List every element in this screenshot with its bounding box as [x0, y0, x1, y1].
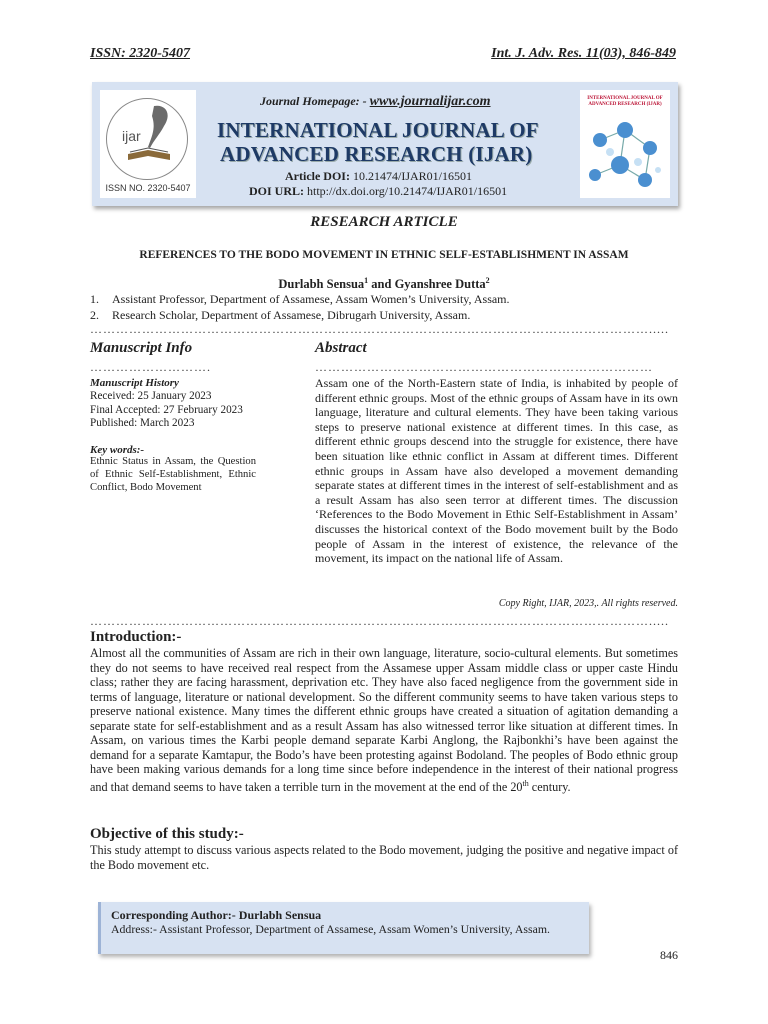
corresponding-author-label: Corresponding Author:- Durlabh Sensua [111, 908, 322, 922]
journal-title-2: ADVANCED RESEARCH (IJAR) [220, 142, 533, 166]
article-doi [285, 169, 472, 184]
cover-title-2: ADVANCED RESEARCH (IJAR) [588, 102, 662, 107]
author-1: Durlabh Sensua [278, 277, 365, 292]
molecule-icon [580, 110, 670, 196]
logo-text: ijar [122, 128, 141, 144]
abstract-heading: Abstract [315, 340, 367, 356]
address-label: Address [111, 922, 150, 936]
doi-url-value[interactable]: http://dx.doi.org/10.21474/IJAR01/16501 [304, 184, 508, 198]
journal-cover [580, 90, 670, 198]
affiliation-1-num: 1. [90, 292, 99, 306]
authors-and: and [368, 277, 395, 292]
affiliation-2-num: 2. [90, 308, 99, 322]
objective-text: This study attempt to discuss various aspects related to the Bodo movement, judging the positive and negative impact of the Bodo movement etc. [90, 843, 678, 872]
published-date: Published: March 2023 [90, 417, 195, 429]
author-2-sup: 2 [485, 276, 490, 285]
address-text: :- Assistant Professor, Department of Assamese, Assam Women’s University, Assam. [149, 922, 550, 936]
affiliation-2 [90, 308, 470, 323]
introduction-text [90, 646, 678, 794]
introduction-sup: th [522, 778, 529, 788]
affiliation-1 [90, 292, 510, 307]
divider-dots-1: …………………………………………………………………………………………………………………..... [90, 322, 669, 336]
authors [0, 276, 768, 292]
introduction-tail: century. [528, 779, 571, 794]
page-number: 846 [660, 948, 678, 962]
received-date: Received: 25 January 2023 [90, 390, 212, 402]
journal-banner [92, 82, 678, 206]
manuscript-history-label: Manuscript History [90, 377, 179, 389]
manuscript-info-heading: Manuscript Info [90, 340, 193, 356]
journal-title-1: INTERNATIONAL JOURNAL OF [217, 118, 539, 142]
doi-url-label: DOI URL: [249, 184, 305, 198]
logo-issn: ISSN NO. 2320-5407 [105, 183, 191, 193]
affiliation-1-text: Assistant Professor, Department of Assamese, Assam Women’s University, Assam. [112, 292, 510, 306]
author-2: Gyanshree Dutta [394, 277, 486, 292]
homepage-label: Journal Homepage: - [260, 94, 370, 108]
copyright: Copy Right, IJAR, 2023,. All rights reserved. [498, 598, 678, 609]
doi-value: 10.21474/IJAR01/16501 [349, 169, 472, 183]
divider-dots-abstract: …………………………………………………………………… [315, 360, 653, 374]
divider-dots-manuscript: ………………………. [90, 360, 211, 374]
cover-title-1: INTERNATIONAL JOURNAL OF [587, 96, 663, 101]
doi-label: Article DOI: [285, 169, 350, 183]
introduction-heading: Introduction:- [90, 629, 182, 645]
keywords-label: Key words:- [90, 444, 145, 456]
keywords-text: Ethnic Status in Assam, the Question of Ethnic Self-Establishment, Ethnic Conflict, Bodo Movement [90, 456, 256, 493]
homepage-line [260, 94, 491, 110]
divider-dots-2: …………………………………………………………………………………………………………………..... [90, 614, 669, 628]
homepage-link[interactable]: www.journalijar.com [369, 94, 491, 109]
citation-header: Int. J. Adv. Res. 11(03), 846-849 [491, 46, 676, 61]
objective-heading: Objective of this study:- [90, 826, 244, 842]
journal-logo [100, 90, 196, 198]
abstract-text: Assam one of the North-Eastern state of India, is inhabited by people of different ethnic groups. Most of the ethnic groups of Assam have in its own language, literature and cultural elements. They have been taking various steps to preserve national existence at different times. In this case, as different ethnic groups descend into the struggle for existence, there have been situation like ethnic conflict in Assam at different times. Different ethnic groups in Assam have also developed a movement demanding separate states at different times in the interest of self-establishment and as a result Assam has also seen terror at different times. The discussion ‘References to the Bodo Movement in Ethic Self-Establishment in Assam’ discusses the historical context of the Bodo movement built by the Bodo people of Assam in the interest of existence, the relevance of the movement, its impact on the national life of Assam. [315, 376, 678, 566]
corresponding-author-box [98, 902, 589, 954]
author-1-sup: 1 [364, 276, 369, 285]
corresponding-address [111, 922, 579, 936]
accepted-date: Final Accepted: 27 February 2023 [90, 404, 243, 416]
introduction-body: Almost all the communities of Assam are rich in their own language, literature, socio-cultural elements. But sometimes they do not seems to have received real respect from the Assamese upper Assam middle class or upper caste Hindu class; rather they are facing harassment, deprivation etc. They have also faced negligence from the government side in terms of language, literature or national development. So the different community seems to have taken various steps to preserve national existence. Many times the different ethnic groups have created a situation of agitation demanding a separate state for self-establishment and as a result Assam has also witnessed terror like situation at different times. In Assam, on various times the Karbi people demand separate Karbi Anglong, the Rajbonkhi’s have been against the demand for a separate Kamtapur, the Bodo’s have been protesting against Bodoland. The peoples of Bodo ethnic group have been making various demands for a long time since before independence in the interest of their national progress and that demand seems to have taken a terrible turn in the movement at the end of the 20 [90, 646, 678, 794]
affiliation-2-text: Research Scholar, Department of Assamese, Dibrugarh University, Assam. [112, 308, 471, 322]
article-title: REFERENCES TO THE BODO MOVEMENT IN ETHNIC SELF-ESTABLISHMENT IN ASSAM [139, 249, 629, 261]
issn-header: ISSN: 2320-5407 [90, 46, 190, 61]
article-type: RESEARCH ARTICLE [310, 214, 458, 230]
doi-url [249, 184, 507, 199]
